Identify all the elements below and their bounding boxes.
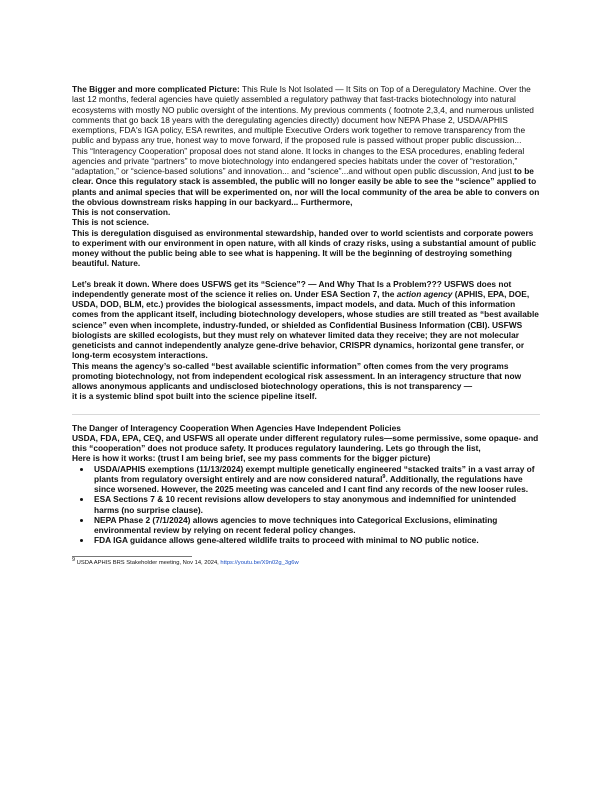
section3-bullet-list	[72, 464, 540, 546]
bullet-text-cont: . Additionally, the regulations have since worsened. However, the 2025 meeting was canceled and I cant find any records of the new looser rules.	[94, 473, 529, 494]
section3-paragraph-2: Here is how it works: (trust I am being brief, see my pass comments for the bigger picture)	[72, 453, 431, 464]
section1-intro-paragraph	[72, 84, 540, 146]
section1-paragraph-2	[72, 146, 540, 208]
line-not-conservation: This is not conservation.	[72, 207, 171, 217]
bullet-nepa-phase2	[92, 515, 540, 536]
bullet-fda-iga	[92, 535, 540, 545]
section1-p2-normal: This “Interagency Cooperation” proposal does not stand alone. It locks in changes to the ESA procedures, enabling federal agencies and private “partners” to move biotechnology into endangered species habitats under the cover of “restoration,” “adaptation,” or “science-based solutions” and innovation... and “science”...and without open public discussion, And just	[72, 145, 525, 176]
footnote-link[interactable]: https://youtu.be/X9n02g_3g6w	[220, 559, 299, 566]
bullet-text: FDA IGA guidance allows gene-altered wildlife traits to proceed with minimal to NO public notice.	[94, 535, 479, 546]
section-divider	[72, 414, 540, 415]
section2-paragraph-1	[72, 279, 540, 361]
bullet-esa-sections	[92, 494, 540, 515]
footnote-text: USDA APHIS BRS Stakeholder meeting, Nov 14, 2024,	[75, 559, 221, 566]
line-not-science: This is not science.	[72, 217, 149, 228]
section2-p1-italic: action agency	[396, 288, 453, 299]
section1-intro-text: This Rule Is Not Isolated — It Sits on Top of a Deregulatory Machine. Over the last 12 months, federal agencies have quietly assembled a regulatory pathway that fast-tracks biotechnology into natural ecosystems with mostly NO public oversight of the intentions. My previous comments ( footnote 2,3,4, and numerous unlisted comments that go back 18 years with the deregulating agencies directly) document how NEPA Phase 2, USDA/APHIS exemptions, FDA's IGA policy, ESA rewrites, and multiple Executive Orders work together to remove transparency from the public and bypass any true, honest way to move forward, if the proposed rule is passed without proper public discussion...	[72, 84, 534, 146]
footnote-rule	[72, 556, 192, 557]
bullet-text: ESA Sections 7 & 10 recent revisions allow developers to stay anonymous and indemnified for unintended harms (no surprise clause).	[94, 494, 517, 515]
document-page	[72, 84, 540, 567]
footnote	[72, 556, 540, 567]
bullet-text: NEPA Phase 2 (7/1/2024) allows agencies to move techniques into Categorical Exclusions, eliminating environmental review by relying on recent federal policy changes.	[94, 514, 498, 535]
section2-p1-post: (APHIS, EPA, DOE, USDA, DOD, BLM, etc.) provides the biological assessments, impact models, and data. Much of this information comes from the applicant itself, including biotechnology developers, whose studies are still treated as “best available science” even when incomplete, industry-funded, or shielded as Confidential Business Information (CBI). USFWS biologists are skilled ecologists, but they must rely on whatever limited data they receive; they are not molecular geneticists and cannot independently analyze gene-drive behavior, CRISPR dynamics, horizontal gene transfer, or long-term ecosystem interactions.	[72, 288, 539, 361]
bullet-text: USDA/APHIS exemptions (11/13/2024) exempt multiple genetically engineered “stacked traits” in a vast array of plants from regulatory oversight entirely and are now considered natural	[94, 463, 535, 484]
bullet-usda-aphis	[92, 464, 540, 495]
section3-paragraph-1: USDA, FDA, EPA, CEQ, and USFWS all operate under different regulatory rules—some permissive, some opaque- and this “cooperation” does not produce safety. It produces regulatory laundering. Lets go through the list,	[72, 432, 539, 453]
section2-p1-pre: Let’s break it down. Where does USFWS get its “Science”? — And Why That Is a Problem??? USFWS does not independently generate most of the science it relies on. Under ESA Section 7, the	[72, 278, 512, 299]
footnote-number: 9	[72, 556, 76, 563]
section2-paragraph-3: it is a systemic blind spot built into the science pipeline itself.	[72, 391, 317, 402]
section1-heading: The Bigger and more complicated Picture:	[72, 84, 240, 94]
footnote-ref: 9	[382, 473, 386, 480]
section2-paragraph-2: This means the agency’s so-called “best available scientific information” often comes from the very programs promoting biotechnology, not from independent ecological risk assessment. In an interagency structure that now allows anonymous applicants and undisclosed biotechnology operations, this is not transparency —	[72, 360, 522, 391]
section3-title: The Danger of Interagency Cooperation When Agencies Have Independent Policies	[72, 422, 401, 433]
section1-p2-bold: to be clear. Once this regulatory stack is assembled, the public will no longer easily be able to see the “science” applied to plants and animal species that will be experimented on, nor will the local community of the area be able to convers on the obvious downstream risks happing in our backyard... Furthermore,	[72, 166, 540, 207]
section1-paragraph-3: This is deregulation disguised as environmental stewardship, handed over to world scientists and corporate powers to experiment with our environment in open nature, with all kinds of crazy risks, using a substantial amount of public money without the public being able to see what is happening. It will be the beginning of destroying something beautiful. Nature.	[72, 227, 537, 269]
